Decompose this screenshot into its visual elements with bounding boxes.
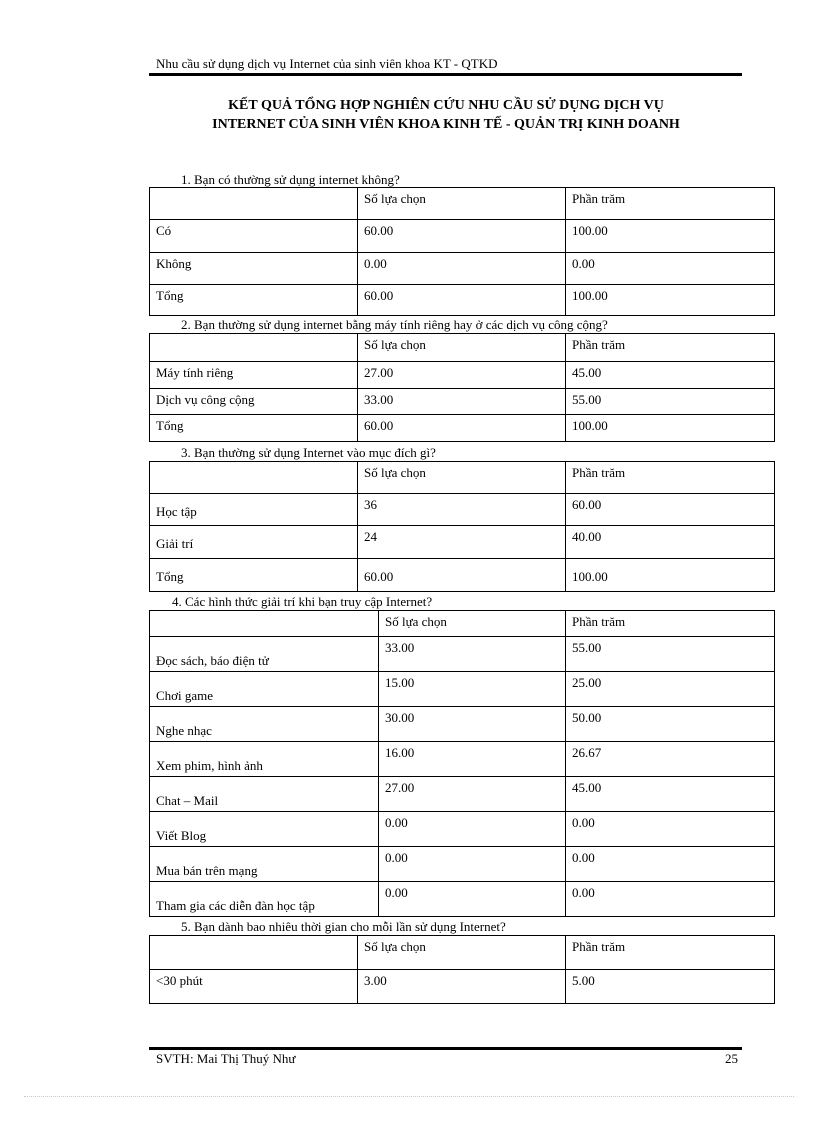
- header-choices: Số lựa chọn: [358, 936, 566, 970]
- row-percent: 0.00: [566, 847, 775, 882]
- table-header-row: [150, 936, 775, 970]
- header-choices: Số lựa chọn: [358, 462, 566, 494]
- row-count: 0.00: [379, 847, 566, 882]
- table-row: [150, 882, 775, 917]
- table-header-row: [150, 462, 775, 494]
- row-count: 0.00: [358, 253, 566, 285]
- document-title: [150, 96, 742, 134]
- row-label: Có: [150, 220, 358, 253]
- table-row: [150, 253, 775, 285]
- row-count: 60.00: [358, 415, 566, 442]
- question-5: 5. Bạn dành bao nhiêu thời gian cho mỗi lần sử dụng Internet?: [181, 919, 506, 934]
- page-number: 25: [725, 1051, 738, 1066]
- row-count: 60.00: [358, 559, 566, 592]
- row-count: 60.00: [358, 220, 566, 253]
- title-line-2: INTERNET CỦA SINH VIÊN KHOA KINH TẾ - QUẢN TRỊ KINH DOANH: [212, 117, 680, 132]
- row-count: 33.00: [379, 637, 566, 672]
- page-edge: [24, 1096, 794, 1097]
- table-row: [150, 812, 775, 847]
- table-row: [150, 389, 775, 415]
- table-row: [150, 220, 775, 253]
- table-row: [150, 494, 775, 526]
- row-percent: 40.00: [566, 526, 775, 559]
- row-label: Dịch vụ công cộng: [150, 389, 358, 415]
- header-cell-empty: [150, 462, 358, 494]
- row-label: Tham gia các diễn đàn học tập: [150, 882, 379, 917]
- header-choices: Số lựa chọn: [379, 611, 566, 637]
- header-percent: Phần trăm: [566, 334, 775, 362]
- header-rule: [149, 73, 742, 76]
- row-label: Tổng: [150, 559, 358, 592]
- table-row: [150, 526, 775, 559]
- row-count: 36: [358, 494, 566, 526]
- title-line-1: KẾT QUẢ TỔNG HỢP NGHIÊN CỨU NHU CẦU SỬ DỤNG DỊCH VỤ: [228, 98, 664, 113]
- table-q2: [149, 333, 775, 442]
- row-label: <30 phút: [150, 970, 358, 1004]
- row-count: 27.00: [358, 362, 566, 389]
- table-row: [150, 742, 775, 777]
- row-count: 3.00: [358, 970, 566, 1004]
- header-percent: Phần trăm: [566, 611, 775, 637]
- row-percent: 45.00: [566, 362, 775, 389]
- table-header-row: [150, 334, 775, 362]
- question-3: 3. Bạn thường sử dụng Internet vào mục đích gì?: [181, 445, 436, 460]
- row-count: 24: [358, 526, 566, 559]
- row-label: Tổng: [150, 285, 358, 316]
- row-count: 0.00: [379, 812, 566, 847]
- row-percent: 25.00: [566, 672, 775, 707]
- question-1: 1. Bạn có thường sử dụng internet không?: [181, 172, 400, 187]
- row-label: Không: [150, 253, 358, 285]
- row-label: Học tập: [150, 494, 358, 526]
- row-label: Chơi game: [150, 672, 379, 707]
- row-percent: 55.00: [566, 637, 775, 672]
- row-percent: 45.00: [566, 777, 775, 812]
- row-label: Xem phim, hình ảnh: [150, 742, 379, 777]
- row-percent: 50.00: [566, 707, 775, 742]
- row-count: 0.00: [379, 882, 566, 917]
- table-row: [150, 559, 775, 592]
- row-percent: 0.00: [566, 882, 775, 917]
- row-percent: 100.00: [566, 559, 775, 592]
- table-row: [150, 707, 775, 742]
- row-percent: 26.67: [566, 742, 775, 777]
- header-cell-empty: [150, 334, 358, 362]
- table-row: [150, 637, 775, 672]
- row-percent: 100.00: [566, 285, 775, 316]
- header-choices: Số lựa chọn: [358, 334, 566, 362]
- running-header: Nhu cầu sử dụng dịch vụ Internet của sinh viên khoa KT - QTKD: [156, 56, 498, 71]
- row-count: 27.00: [379, 777, 566, 812]
- header-choices: Số lựa chọn: [358, 188, 566, 220]
- row-percent: 60.00: [566, 494, 775, 526]
- table-row: [150, 777, 775, 812]
- row-count: 30.00: [379, 707, 566, 742]
- row-label: Nghe nhạc: [150, 707, 379, 742]
- table-header-row: [150, 188, 775, 220]
- table-row: [150, 672, 775, 707]
- row-percent: 55.00: [566, 389, 775, 415]
- table-q5: [149, 935, 775, 1004]
- row-label: Giải trí: [150, 526, 358, 559]
- row-count: 15.00: [379, 672, 566, 707]
- header-percent: Phần trăm: [566, 188, 775, 220]
- table-q1: [149, 187, 775, 316]
- row-label: Viết Blog: [150, 812, 379, 847]
- table-row: [150, 847, 775, 882]
- header-cell-empty: [150, 188, 358, 220]
- header-percent: Phần trăm: [566, 936, 775, 970]
- table-header-row: [150, 611, 775, 637]
- row-label: Máy tính riêng: [150, 362, 358, 389]
- question-4: 4. Các hình thức giải trí khi bạn truy cập Internet?: [172, 594, 433, 609]
- header-cell-empty: [150, 936, 358, 970]
- row-count: 16.00: [379, 742, 566, 777]
- row-label: Chat – Mail: [150, 777, 379, 812]
- header-cell-empty: [150, 611, 379, 637]
- row-count: 33.00: [358, 389, 566, 415]
- row-percent: 0.00: [566, 812, 775, 847]
- table-row: [150, 415, 775, 442]
- table-row: [150, 362, 775, 389]
- row-count: 60.00: [358, 285, 566, 316]
- table-row: [150, 970, 775, 1004]
- header-percent: Phần trăm: [566, 462, 775, 494]
- row-percent: 100.00: [566, 415, 775, 442]
- row-percent: 100.00: [566, 220, 775, 253]
- footer-rule: [149, 1047, 742, 1050]
- footer-author: SVTH: Mai Thị Thuý Như: [156, 1051, 296, 1066]
- table-q4: [149, 610, 775, 917]
- row-percent: 0.00: [566, 253, 775, 285]
- row-label: Mua bán trên mạng: [150, 847, 379, 882]
- row-label: Tổng: [150, 415, 358, 442]
- row-label: Đọc sách, báo điện tử: [150, 637, 379, 672]
- table-row: [150, 285, 775, 316]
- question-2: 2. Bạn thường sử dụng internet bằng máy tính riêng hay ở các dịch vụ công cộng?: [181, 317, 608, 332]
- row-percent: 5.00: [566, 970, 775, 1004]
- table-q3: [149, 461, 775, 592]
